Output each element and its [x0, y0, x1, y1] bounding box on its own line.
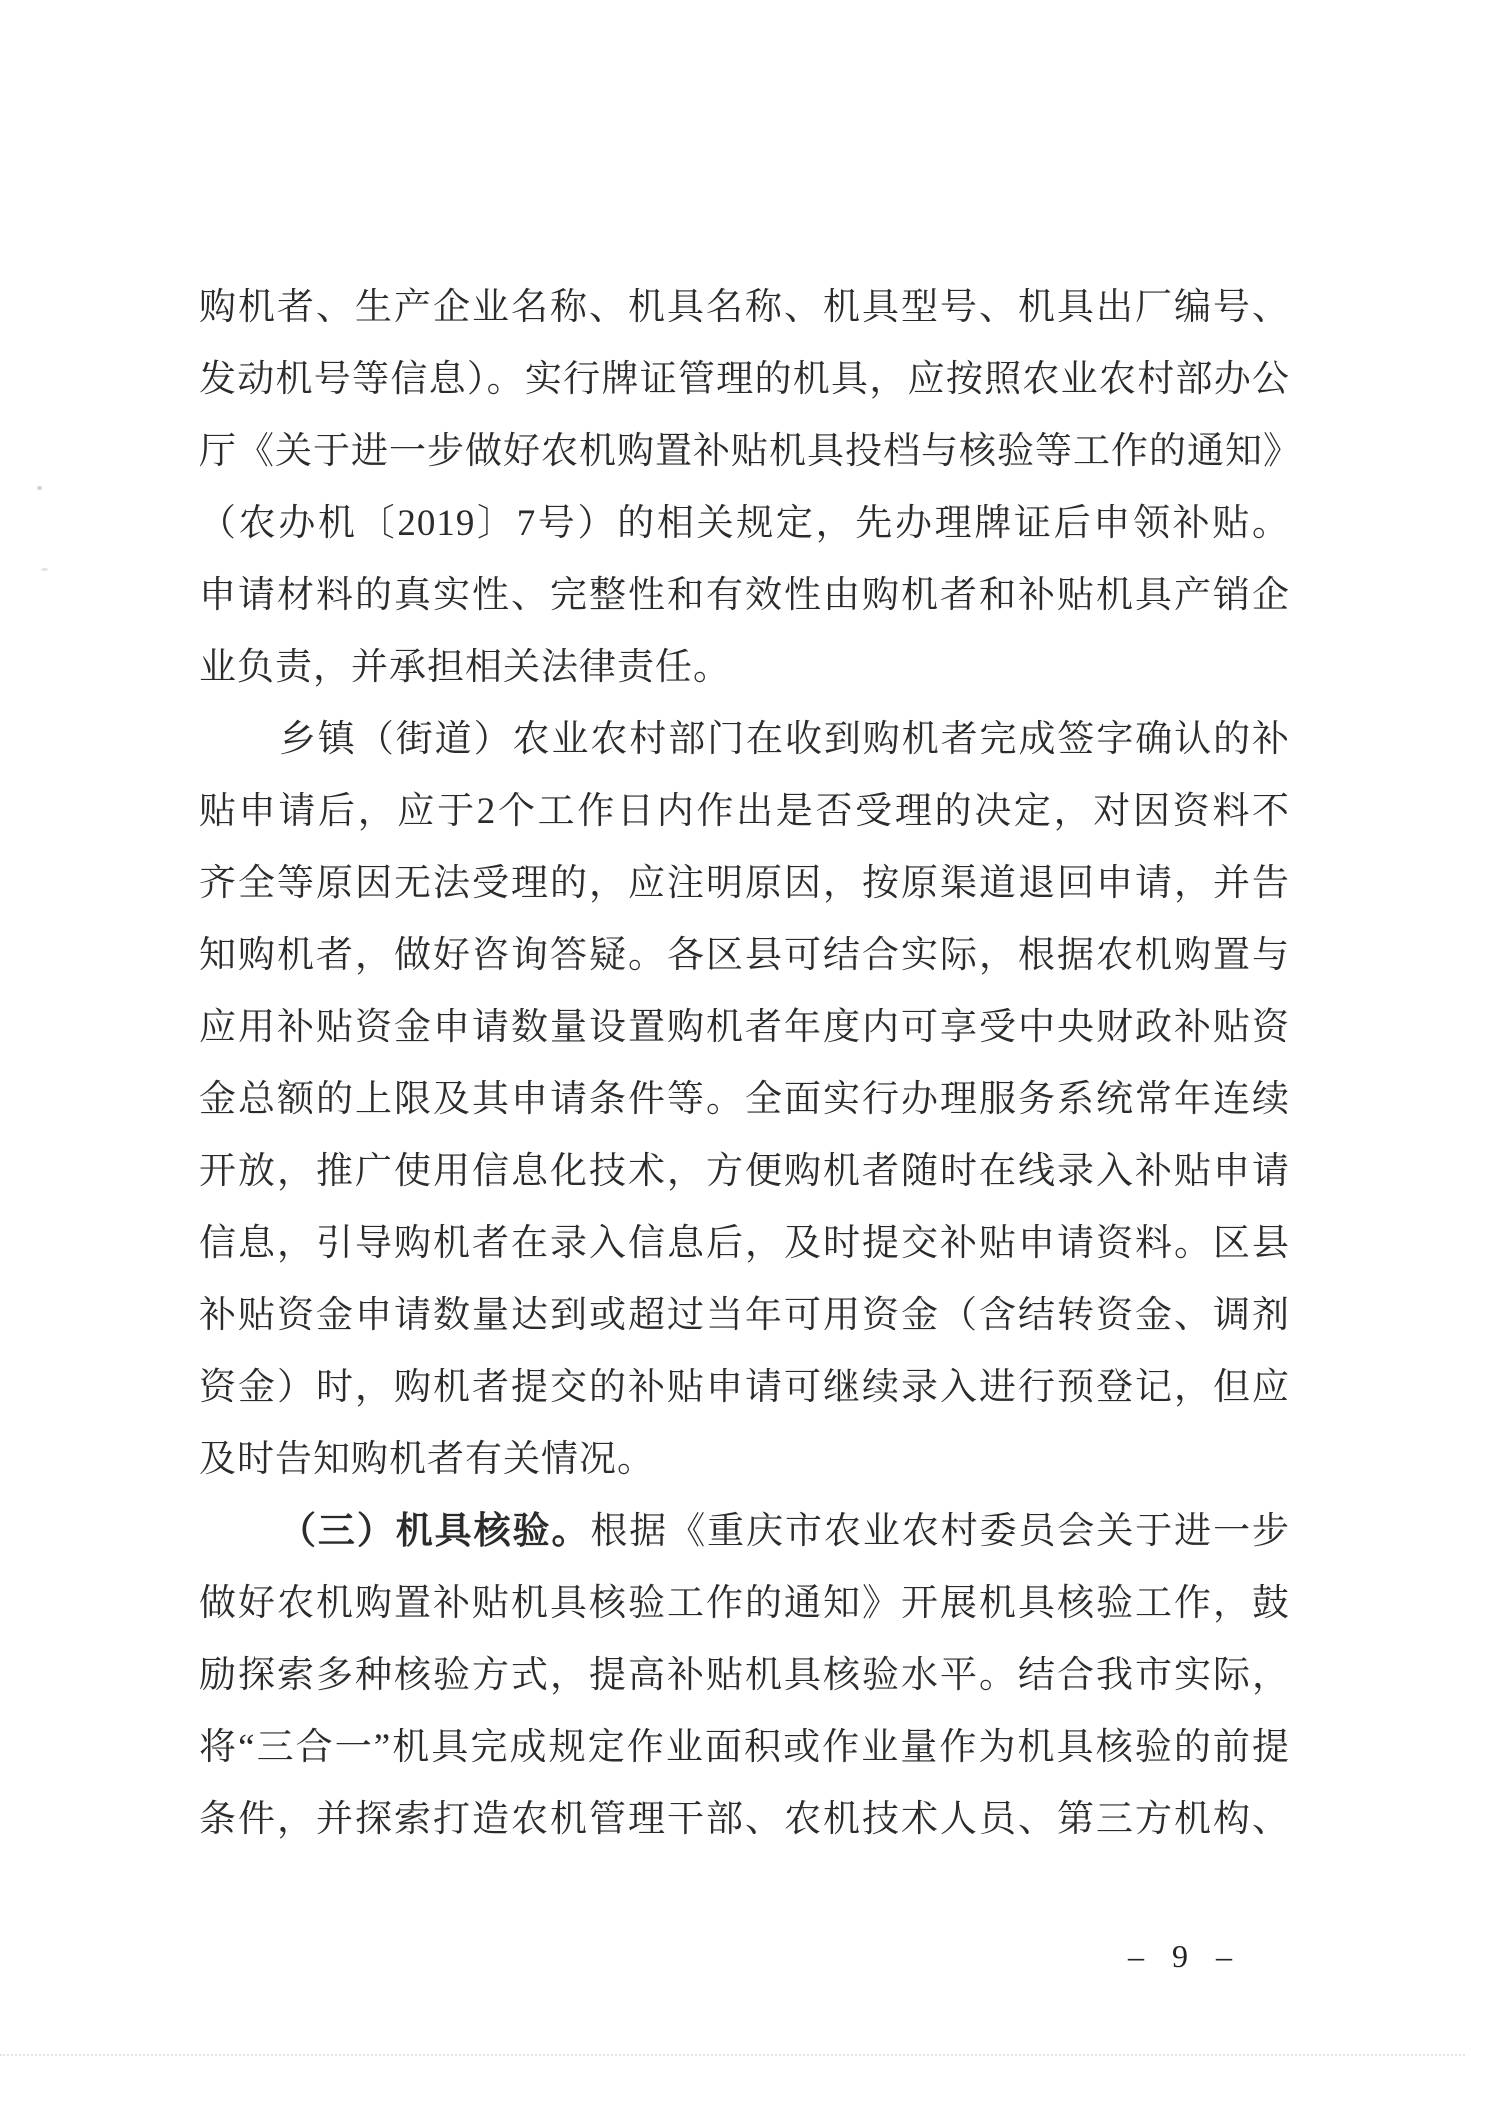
document-body [199, 272, 1301, 1856]
text-line [199, 1784, 1290, 1856]
line-text: 做好农机购置补贴机具核验工作的通知》开展机具核验工作，鼓 [199, 1583, 1290, 1624]
scan-artifact-speck [41, 568, 48, 571]
text-line [199, 848, 1290, 920]
line-text: 开放，推广使用信息化技术，方便购机者随时在线录入补贴申请 [199, 1151, 1290, 1192]
line-text: 业负责，并承担相关法律责任。 [199, 647, 731, 688]
line-text: 齐全等原因无法受理的，应注明原因，按原渠道退回申请，并告 [199, 863, 1290, 904]
text-line [199, 1208, 1290, 1280]
text-line [199, 1064, 1290, 1136]
text-line [199, 344, 1290, 416]
text-line [199, 1712, 1290, 1784]
text-line [199, 1640, 1290, 1712]
text-line [199, 416, 1301, 488]
line-text: 应用补贴资金申请数量设置购机者年度内可享受中央财政补贴资 [199, 1007, 1290, 1048]
text-line [199, 1496, 1290, 1568]
text-line [199, 488, 1290, 560]
page-number: – 9 – [1128, 1938, 1238, 1974]
text-line [199, 1568, 1290, 1640]
line-text: 将“三合一”机具完成规定作业面积或作业量作为机具核验的前提 [199, 1727, 1290, 1768]
line-text: （农办机〔2019〕7号）的相关规定，先办理牌证后申领补贴。 [199, 503, 1290, 544]
section-heading: （三）机具核验。 [279, 1511, 591, 1552]
line-text: 及时告知购机者有关情况。 [199, 1439, 655, 1480]
text-line [199, 1424, 1290, 1496]
text-line [199, 992, 1290, 1064]
line-text: 条件，并探索打造农机管理干部、农机技术人员、第三方机构、 [199, 1799, 1290, 1840]
text-line [199, 272, 1290, 344]
scan-bleed-through-row [0, 2054, 1465, 2056]
line-text: 厅《关于进一步做好农机购置补贴机具投档与核验等工作的通知》 [199, 431, 1301, 472]
text-line [199, 1136, 1290, 1208]
line-text: 资金）时，购机者提交的补贴申请可继续录入进行预登记，但应 [199, 1367, 1290, 1408]
text-line [199, 920, 1290, 992]
line-text: 信息，引导购机者在录入信息后，及时提交补贴申请资料。区县 [199, 1223, 1290, 1264]
text-line [199, 1352, 1290, 1424]
line-text: 乡镇（街道）农业农村部门在收到购机者完成签字确认的补 [279, 719, 1290, 760]
line-text: 申请材料的真实性、完整性和有效性由购机者和补贴机具产销企 [199, 575, 1290, 616]
line-text: 发动机号等信息）。实行牌证管理的机具，应按照农业农村部办公 [199, 359, 1290, 400]
line-text: 金总额的上限及其申请条件等。全面实行办理服务系统常年连续 [199, 1079, 1290, 1120]
scan-artifact-speck [37, 486, 42, 490]
line-text: 补贴资金申请数量达到或超过当年可用资金（含结转资金、调剂 [199, 1295, 1290, 1336]
text-line [199, 560, 1290, 632]
line-text: 知购机者，做好咨询答疑。各区县可结合实际，根据农机购置与 [199, 935, 1290, 976]
text-line [199, 776, 1290, 848]
line-text: 贴申请后，应于2个工作日内作出是否受理的决定，对因资料不 [199, 791, 1290, 832]
text-line [199, 1280, 1290, 1352]
text-line [199, 632, 1290, 704]
text-line [199, 704, 1290, 776]
line-text: 根据《重庆市农业农村委员会关于进一步 [590, 1511, 1291, 1552]
line-text: 励探索多种核验方式，提高补贴机具核验水平。结合我市实际， [199, 1655, 1290, 1696]
line-text: 购机者、生产企业名称、机具名称、机具型号、机具出厂编号、 [199, 287, 1290, 328]
